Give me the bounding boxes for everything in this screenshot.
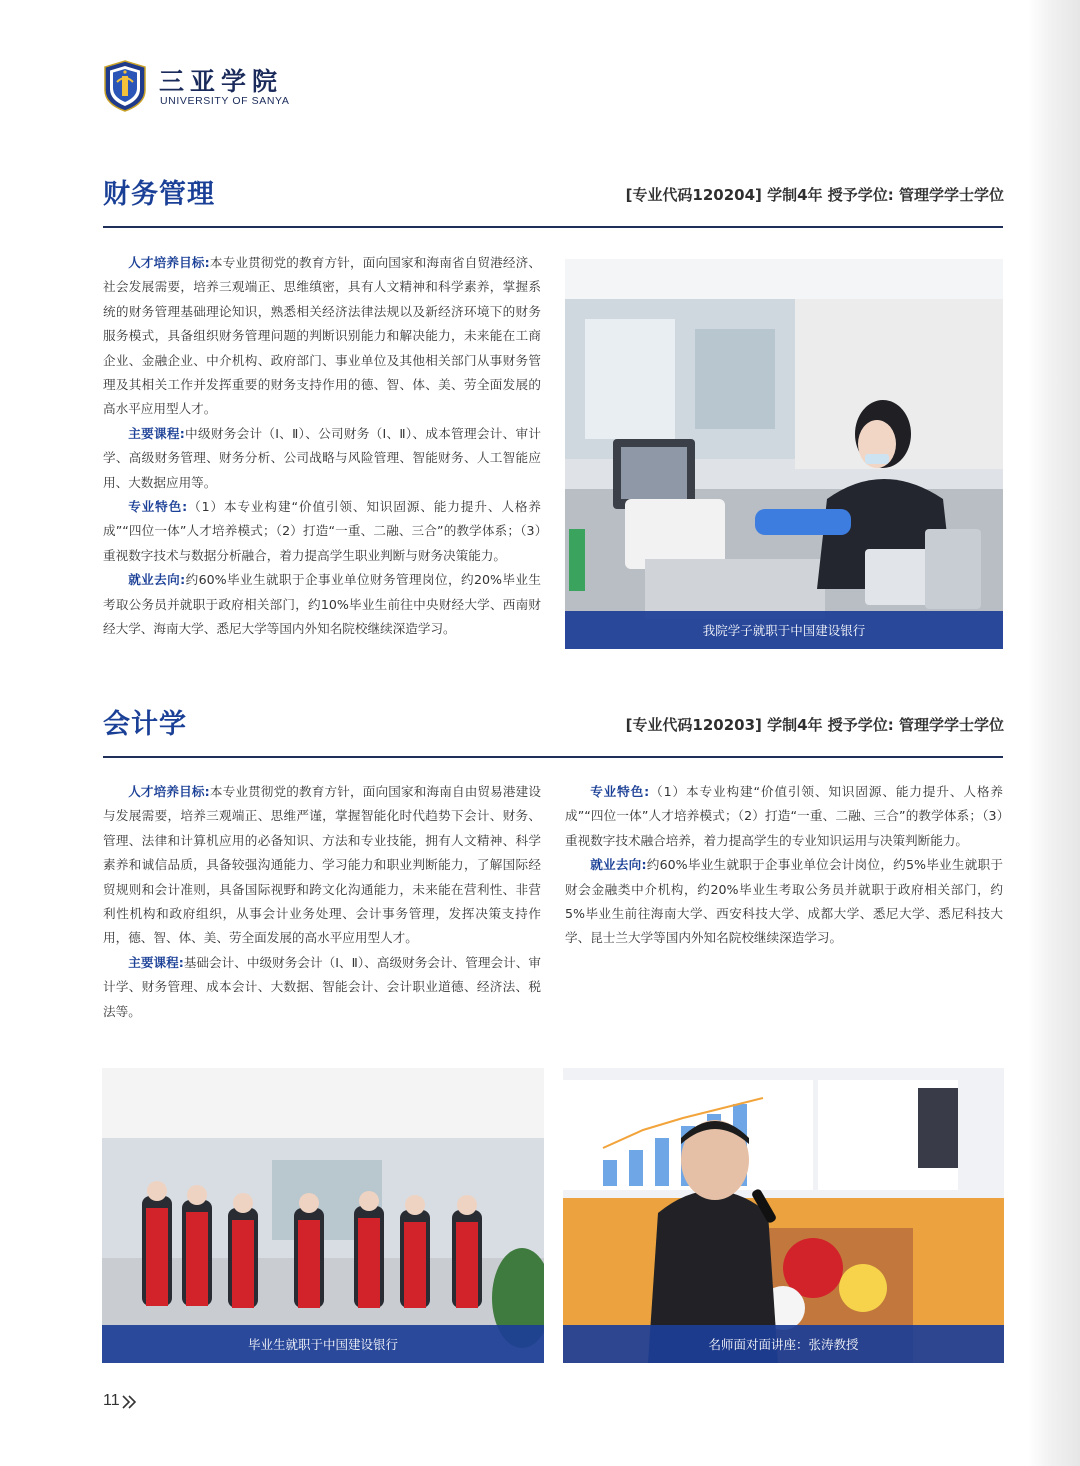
paragraph-label: 主要课程: — [128, 425, 185, 441]
paragraph-label: 人才培养目标: — [128, 255, 210, 270]
double-chevron-right-icon — [121, 1393, 139, 1411]
accounting-text-column-right — [565, 780, 1003, 951]
university-seal-icon — [103, 60, 147, 112]
paragraph-label: 专业特色: — [128, 499, 188, 515]
paragraph-text: （1）本专业构建“价值引领、知识固源、能力提升、人格养成”“四位一体”人才培养模式；（2）打造“一重、二融、三合”的教学体系；（3）重视数字技术与数据分析融合，着力提高学生职业判断与财务决策能力。 — [103, 499, 541, 563]
paragraph-label: 就业去向: — [590, 857, 647, 873]
paragraph-text: 约60%毕业生就职于企事业单位会计岗位，约5%毕业生就职于财会金融类中介机构，约20%毕业生考取公务员并就职于政府相关部门，约5%毕业生前往海南大学、西安科技大学、成都大学、悉尼大学、悉尼科技大学、昆士兰大学等国内外知名院校继续深造学习。 — [565, 857, 1003, 946]
photo-graduates-bank — [102, 1068, 544, 1363]
paragraph — [565, 780, 1003, 853]
paragraph-label: 人才培养目标: — [128, 784, 210, 799]
brand-name-en: UNIVERSITY OF SANYA — [160, 95, 290, 107]
section-divider — [103, 756, 1003, 758]
page-edge-shadow — [1028, 0, 1080, 1466]
photo-bank-counter-illustration — [565, 259, 1003, 649]
finance-text-column — [103, 251, 541, 642]
paragraph-text: 基础会计、中级财务会计（Ⅰ、Ⅱ）、高级财务会计、管理会计、审计学、财务管理、成本会计、大数据、智能会计、会计职业道德、经济法、税法等。 — [103, 954, 541, 1019]
paragraph — [103, 251, 541, 422]
paragraph — [103, 495, 541, 568]
photo-caption: 毕业生就职于中国建设银行 — [102, 1325, 544, 1363]
photo-lecture — [563, 1068, 1004, 1363]
accounting-text-column-left — [103, 780, 541, 1024]
paragraph — [103, 951, 541, 1024]
photo-graduates-illustration — [102, 1068, 544, 1363]
photo-caption: 我院学子就职于中国建设银行 — [565, 611, 1003, 649]
paragraph — [103, 568, 541, 641]
photo-lecture-illustration — [563, 1068, 1004, 1363]
brand-name-cn: 三亚学院 — [159, 67, 284, 96]
paragraph-text: 约60%毕业生就职于企事业单位财务管理岗位，约20%毕业生考取公务员并就职于政府相关部门，约10%毕业生前往中央财经大学、西南财经大学、海南大学、悉尼大学等国内外知名院校继续深造学习。 — [103, 572, 542, 637]
section-title-accounting: 会计学 — [103, 709, 187, 740]
university-logo — [103, 58, 363, 114]
paragraph-label: 就业去向: — [128, 572, 186, 588]
paragraph-text: 中级财务会计（Ⅰ、Ⅱ）、公司财务（Ⅰ、Ⅱ）、成本管理会计、审计学、高级财务管理、财务分析、公司战略与风险管理、智能财务、人工智能应用、大数据应用等。 — [103, 425, 541, 490]
section-divider — [103, 226, 1003, 228]
section-title-finance: 财务管理 — [103, 179, 215, 210]
paragraph-text: 本专业贯彻党的教育方针，面向国家和海南省自贸港经济、社会发展需要，培养三观端正、思维缜密，具有人文精神和科学素养，掌握系统的财务管理基础理论知识，熟悉相关经济法律法规以及新经济环境下的财务服务模式，具备组织财务管理问题的判断识别能力和解决能力，未来能在工商企业、金融企业、中介机构、政府部门、事业单位及其他相关部门从事财务管理及其相关工作并发挥重要的财务支持作用的德、智、体、美、劳全面发展的高水平应用型人才。 — [103, 255, 541, 417]
paragraph-text: （1）本专业构建“价值引领、知识固源、能力提升、人格养成”“四位一体”人才培养模式；（2）打造“一重、二融、三合”的教学体系；（3）重视数字技术融合培养，着力提高学生的专业知识运用与决策判断能力。 — [565, 784, 1003, 848]
photo-caption: 名师面对面讲座：张涛教授 — [563, 1325, 1004, 1363]
paragraph — [103, 780, 541, 951]
section-meta-finance: [专业代码120204] 学制4年 授予学位: 管理学学士学位 — [625, 186, 1004, 204]
paragraph-label: 主要课程: — [128, 954, 184, 970]
photo-bank-counter — [565, 259, 1003, 649]
paragraph-label: 专业特色: — [590, 784, 650, 799]
paragraph — [565, 853, 1003, 951]
paragraph — [103, 422, 541, 495]
paragraph-text: 本专业贯彻党的教育方针，面向国家和海南自由贸易港建设与发展需要，培养三观端正、思维严谨，掌握智能化时代趋势下会计、财务、管理、法律和计算机应用的必备知识、方法和专业技能，拥有人文精神、科学素养和诚信品质，具备较强沟通能力、学习能力和职业判断能力，了解国际经贸规则和会计准则，具备国际视野和跨文化沟通能力，未来能在营利性、非营利性机构和政府组织，从事会计业务处理、会计事务管理，发挥决策支持作用，德、智、体、美、劳全面发展的高水平应用型人才。 — [103, 784, 541, 946]
section-meta-accounting: [专业代码120203] 学制4年 授予学位: 管理学学士学位 — [625, 716, 1004, 734]
page-number: 11 — [103, 1392, 120, 1409]
